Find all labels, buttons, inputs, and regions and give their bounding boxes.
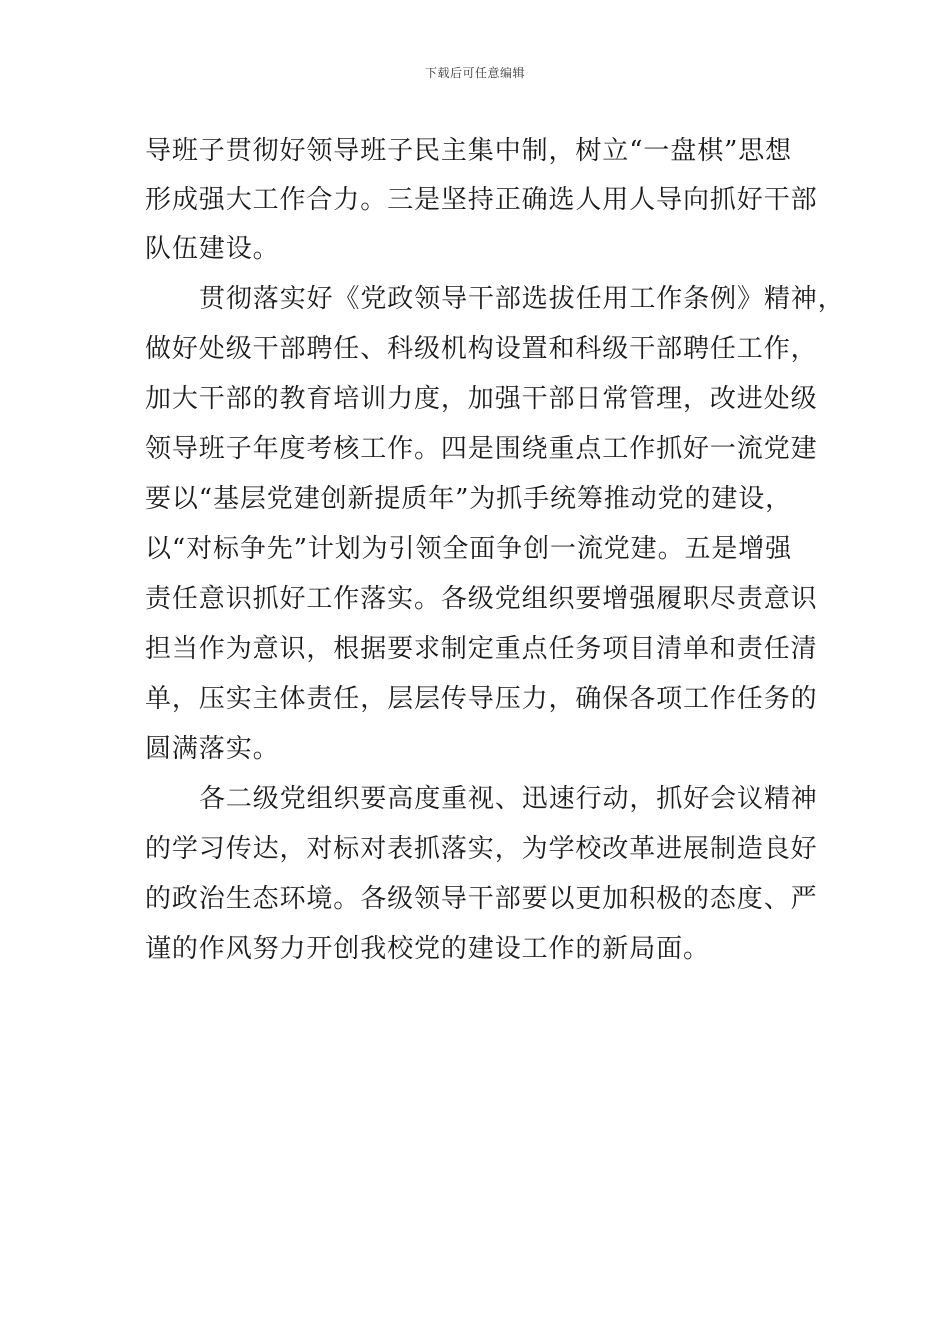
text-line: 的学习传达，对标对表抓落实，为学校改革进展制造良好	[145, 834, 818, 864]
text-line: 谨的作风努力开创我校党的建设工作的新局面。	[145, 934, 710, 964]
text-line: 各二级党组织要高度重视、迅速行动，抓好会议精神	[199, 784, 818, 814]
text-line: 队伍建设。	[145, 234, 280, 264]
header-note: 下载后可任意编辑	[424, 66, 525, 80]
text-line: 圆满落实。	[145, 734, 280, 764]
text-line: 担当作为意识，根据要求制定重点任务项目清单和责任清	[145, 634, 818, 664]
text-line: 形成强大工作合力。三是坚持正确选人用人导向抓好干部	[145, 185, 818, 215]
text-line: 导班子贯彻好领导班子民主集中制，树立“一盘棋”思想	[145, 136, 793, 166]
text-line: 以“对标争先”计划为引领全面争创一流党建。五是增强	[145, 534, 793, 564]
text-line: 做好处级干部聘任、科级机构设置和科级干部聘任工作，	[145, 334, 818, 364]
text-line: 要以“基层党建创新提质年”为抓手统筹推动党的建设，	[145, 484, 793, 514]
text-line: 领导班子年度考核工作。四是围绕重点工作抓好一流党建	[145, 434, 818, 464]
text-line: 加大干部的教育培训力度，加强干部日常管理，改进处级	[145, 384, 818, 414]
text-line: 责任意识抓好工作落实。各级党组织要增强履职尽责意识	[145, 584, 818, 614]
text-line: 的政治生态环境。各级领导干部要以更加积极的态度、严	[145, 884, 818, 914]
text-line: 贯彻落实好《党政领导干部选拔任用工作条例》精神，	[199, 284, 845, 314]
text-line: 单，压实主体责任，层层传导压力，确保各项工作任务的	[145, 684, 818, 714]
